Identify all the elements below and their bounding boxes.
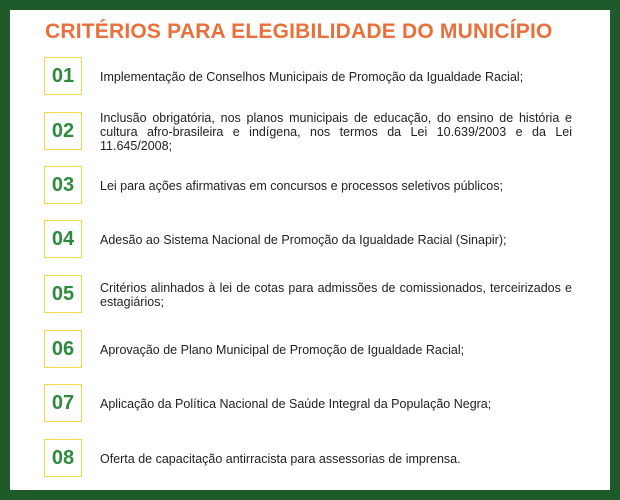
criterion-item-07 [44, 384, 572, 424]
criterion-number: 05 [44, 275, 82, 313]
criterion-text: Adesão ao Sistema Nacional de Promoção da Igualdade Racial (Sinapir); [100, 233, 507, 247]
criterion-number: 03 [44, 166, 82, 204]
criterion-text: Oferta de capacitação antirracista para assessorias de imprensa. [100, 452, 461, 466]
criterion-item-01 [44, 57, 572, 97]
criterion-text: Aplicação da Política Nacional de Saúde Integral da População Negra; [100, 397, 492, 411]
criterion-text: Aprovação de Plano Municipal de Promoção de Igualdade Racial; [100, 343, 465, 357]
criterion-text: Inclusão obrigatória, nos planos municipais de educação, do ensino de história e cultura afro-brasileira e indígena, nos termos da Lei 10.639/2003 e da Lei 11.645/2008; [100, 111, 572, 153]
criterion-number: 08 [44, 439, 82, 477]
criterion-item-06 [44, 330, 572, 370]
criterion-item-05 [44, 275, 572, 315]
criterion-item-04 [44, 220, 572, 260]
criterion-number: 07 [44, 384, 82, 422]
content-frame [10, 10, 610, 490]
criterion-number: 02 [44, 112, 82, 150]
criterion-number: 04 [44, 220, 82, 258]
criterion-text: Critérios alinhados à lei de cotas para admissões de comissionados, terceirizados e estagiários; [100, 281, 572, 309]
criterion-text: Implementação de Conselhos Municipais de Promoção da Igualdade Racial; [100, 70, 524, 84]
criterion-number: 01 [44, 57, 82, 95]
page-title: CRITÉRIOS PARA ELEGIBILIDADE DO MUNICÍPIO [45, 20, 553, 43]
criterion-item-08 [44, 439, 572, 479]
criterion-item-03 [44, 166, 572, 206]
criterion-number: 06 [44, 330, 82, 368]
criterion-text: Lei para ações afirmativas em concursos e processos seletivos públicos; [100, 179, 503, 193]
criterion-item-02 [44, 112, 572, 152]
